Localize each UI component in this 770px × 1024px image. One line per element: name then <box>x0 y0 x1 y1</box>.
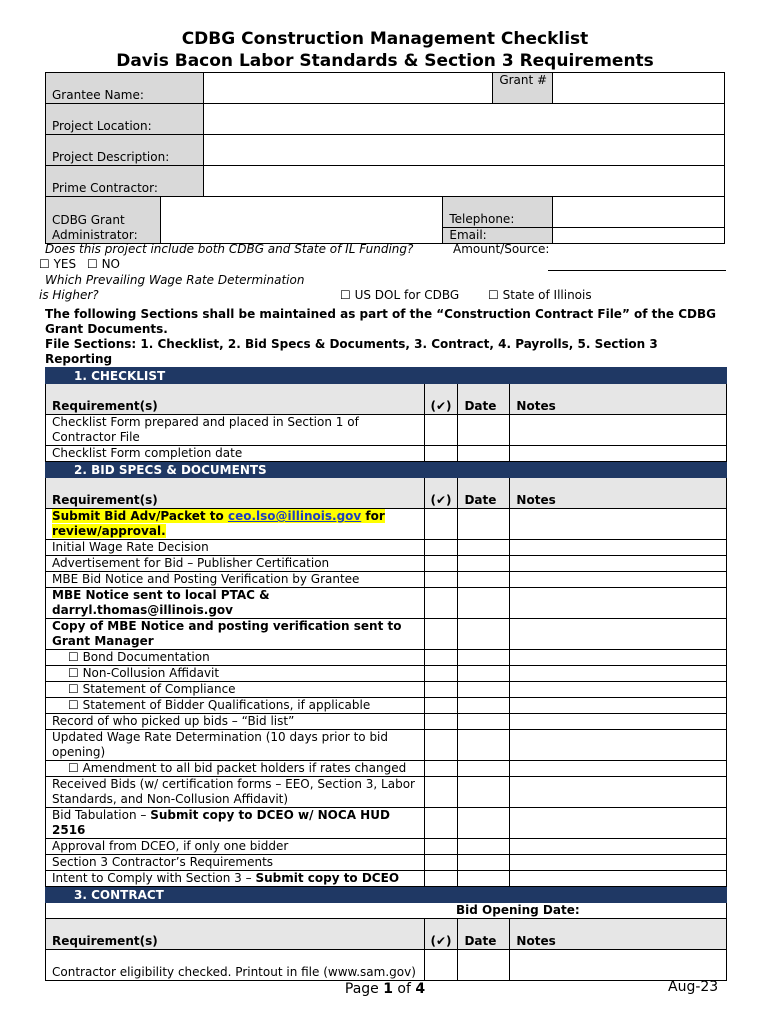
column-requirement: Requirement(s) <box>46 384 425 415</box>
prevailing-question-2: is Higher? <box>39 288 99 302</box>
date-cell[interactable] <box>458 714 510 730</box>
notes-cell[interactable] <box>510 808 727 839</box>
sub-item-row: ☐ Non-Collusion Affidavit <box>46 666 425 682</box>
date-cell[interactable] <box>458 698 510 714</box>
bid-tabulation-text: Bid Tabulation – <box>52 808 151 822</box>
table-row-label: Initial Wage Rate Decision <box>46 540 425 556</box>
notes-cell[interactable] <box>510 761 727 777</box>
us-dol-checkbox[interactable]: ☐ US DOL for CDBG <box>340 288 460 302</box>
notes-cell[interactable] <box>510 714 727 730</box>
submit-bid-post: for review/approval. <box>52 509 385 538</box>
check-cell[interactable] <box>424 415 458 446</box>
check-cell[interactable] <box>424 730 458 761</box>
notes-cell[interactable] <box>510 540 727 556</box>
check-cell[interactable] <box>424 509 458 540</box>
page-current: 1 <box>383 981 393 997</box>
date-cell[interactable] <box>458 950 510 981</box>
date-cell[interactable] <box>458 415 510 446</box>
column-date: Date <box>458 384 510 415</box>
column-notes: Notes <box>510 478 727 509</box>
checklist-table <box>45 367 727 981</box>
bid-tabulation-bold: Submit copy to DCEO w/ NOCA HUD 2516 <box>52 808 390 837</box>
submit-bid-pre: Submit Bid Adv/Packet to <box>52 509 228 523</box>
notes-cell[interactable] <box>510 950 727 981</box>
intro-text: The following Sections shall be maintained as part of the “Construction Contract File” of the CDBG Grant Documents. <box>45 307 717 336</box>
notes-cell[interactable] <box>510 730 727 761</box>
column-check: (✔) <box>424 919 458 950</box>
notes-cell[interactable] <box>510 572 727 588</box>
check-cell[interactable] <box>424 855 458 871</box>
page-pre: Page <box>344 981 384 997</box>
file-sections-text: File Sections: 1. Checklist, 2. Bid Specs & Documents, 3. Contract, 4. Payrolls, 5. Section 3 Reporting <box>45 337 658 366</box>
notes-cell[interactable] <box>510 509 727 540</box>
yes-checkbox[interactable]: ☐ YES <box>39 257 77 271</box>
funding-question: Does this project include both CDBG and State of IL Funding? <box>45 242 414 256</box>
check-cell[interactable] <box>424 871 458 887</box>
date-cell[interactable] <box>458 839 510 855</box>
check-cell[interactable] <box>424 588 458 619</box>
date-cell[interactable] <box>458 650 510 666</box>
column-date: Date <box>458 919 510 950</box>
amount-source-label: Amount/Source: <box>453 242 550 256</box>
email-label: Email: <box>443 228 553 244</box>
table-row-label: MBE Bid Notice and Posting Verification by Grantee <box>46 572 425 588</box>
sub-item-row: ☐ Amendment to all bid packet holders if rates changed <box>46 761 425 777</box>
date-cell[interactable] <box>458 682 510 698</box>
column-date: Date <box>458 478 510 509</box>
sub-item-row: ☐ Bond Documentation <box>46 650 425 666</box>
column-check: (✔) <box>424 478 458 509</box>
table-row-label: Checklist Form prepared and placed in Section 1 of Contractor File <box>46 415 425 446</box>
table-row-label: Advertisement for Bid – Publisher Certification <box>46 556 425 572</box>
check-cell[interactable] <box>424 619 458 650</box>
project-info-table <box>45 72 725 244</box>
page-total: 4 <box>415 981 426 997</box>
column-requirement: Requirement(s) <box>46 478 425 509</box>
notes-cell[interactable] <box>510 777 727 808</box>
date-cell[interactable] <box>458 871 510 887</box>
title-line-2: Davis Bacon Labor Standards & Section 3 Requirements <box>116 51 654 71</box>
intent-bold: Submit copy to DCEO <box>255 871 400 885</box>
check-cell[interactable] <box>424 572 458 588</box>
table-row-label: Approval from DCEO, if only one bidder <box>46 839 425 855</box>
project-description-label: Project Description: <box>46 135 204 166</box>
check-cell[interactable] <box>424 839 458 855</box>
notes-cell[interactable] <box>510 698 727 714</box>
date-cell[interactable] <box>458 808 510 839</box>
check-cell[interactable] <box>424 540 458 556</box>
telephone-label: Telephone: <box>443 197 553 228</box>
notes-cell[interactable] <box>510 839 727 855</box>
notes-cell[interactable] <box>510 556 727 572</box>
grantee-name-label: Grantee Name: <box>46 73 204 104</box>
date-cell[interactable] <box>458 666 510 682</box>
project-location-label: Project Location: <box>46 104 204 135</box>
check-cell[interactable] <box>424 950 458 981</box>
table-row-label: Checklist Form completion date <box>46 446 425 462</box>
bid-tabulation-row <box>46 808 425 839</box>
column-check: (✔) <box>424 384 458 415</box>
check-cell[interactable] <box>424 650 458 666</box>
bid-opening-date-label[interactable]: Bid Opening Date: <box>46 903 727 919</box>
table-row-label: Contractor eligibility checked. Printout in file (www.sam.gov) <box>46 950 425 981</box>
check-cell[interactable] <box>424 808 458 839</box>
copy-mbe-notice-row: Copy of MBE Notice and posting verification sent to Grant Manager <box>46 619 425 650</box>
date-cell[interactable] <box>458 730 510 761</box>
title-line-1: CDBG Construction Management Checklist <box>181 29 589 49</box>
no-checkbox[interactable]: ☐ NO <box>87 257 120 271</box>
notes-cell[interactable] <box>510 619 727 650</box>
grantee-name-field[interactable] <box>203 73 492 104</box>
date-cell[interactable] <box>458 777 510 808</box>
intent-text: Intent to Comply with Section 3 – <box>52 871 256 885</box>
state-illinois-checkbox[interactable]: ☐ State of Illinois <box>488 288 592 302</box>
ceo-lso-email-link[interactable]: ceo.lso@illinois.gov <box>227 509 362 523</box>
grant-number-field[interactable] <box>553 73 725 104</box>
grant-administrator-label: CDBG Grant Administrator: <box>46 197 161 244</box>
email-field[interactable] <box>553 228 725 244</box>
date-cell[interactable] <box>458 446 510 462</box>
table-row-label: Updated Wage Rate Determination (10 days prior to bid opening) <box>46 730 425 761</box>
grant-administrator-field[interactable] <box>160 197 442 244</box>
check-cell[interactable] <box>424 714 458 730</box>
date-cell[interactable] <box>458 509 510 540</box>
notes-cell[interactable] <box>510 415 727 446</box>
amount-source-line[interactable] <box>548 270 726 271</box>
notes-cell[interactable] <box>510 588 727 619</box>
telephone-field[interactable] <box>553 197 725 228</box>
date-cell[interactable] <box>458 619 510 650</box>
column-notes: Notes <box>510 919 727 950</box>
mbe-notice-row: MBE Notice sent to local PTAC & darryl.thomas@illinois.gov <box>46 588 425 619</box>
page-number <box>0 981 770 997</box>
date-cell[interactable] <box>458 572 510 588</box>
project-description-field[interactable] <box>203 135 724 166</box>
check-cell[interactable] <box>424 446 458 462</box>
date-cell[interactable] <box>458 588 510 619</box>
notes-cell[interactable] <box>510 666 727 682</box>
check-cell[interactable] <box>424 556 458 572</box>
section-2-header: 2. BID SPECS & DOCUMENTS <box>46 462 727 478</box>
date-cell[interactable] <box>458 556 510 572</box>
prime-contractor-label: Prime Contractor: <box>46 166 204 197</box>
notes-cell[interactable] <box>510 682 727 698</box>
section-1-header: 1. CHECKLIST <box>46 368 727 384</box>
date-cell[interactable] <box>458 855 510 871</box>
sub-item-row: ☐ Statement of Bidder Qualifications, if applicable <box>46 698 425 714</box>
check-cell[interactable] <box>424 761 458 777</box>
notes-cell[interactable] <box>510 855 727 871</box>
table-row-label: Record of who picked up bids – “Bid list” <box>46 714 425 730</box>
table-row-label: Received Bids (w/ certification forms – EEO, Section 3, Labor Standards, and Non-Collusion Affidavit) <box>46 777 425 808</box>
date-cell[interactable] <box>458 540 510 556</box>
check-cell[interactable] <box>424 666 458 682</box>
page-of: of <box>392 981 416 997</box>
intent-row <box>46 871 425 887</box>
notes-cell[interactable] <box>510 446 727 462</box>
section-3-header: 3. CONTRACT <box>46 887 727 903</box>
column-requirement: Requirement(s) <box>46 919 425 950</box>
sub-item-row: ☐ Statement of Compliance <box>46 682 425 698</box>
prime-contractor-field[interactable] <box>203 166 724 197</box>
grant-number-label: Grant # <box>493 73 553 104</box>
date-cell[interactable] <box>458 761 510 777</box>
table-row-label: Section 3 Contractor’s Requirements <box>46 855 425 871</box>
submit-bid-row <box>46 509 425 540</box>
notes-cell[interactable] <box>510 650 727 666</box>
notes-cell[interactable] <box>510 871 727 887</box>
prevailing-question-1: Which Prevailing Wage Rate Determination <box>45 273 305 287</box>
check-cell[interactable] <box>424 777 458 808</box>
footer-date: Aug-23 <box>668 979 719 995</box>
check-cell[interactable] <box>424 698 458 714</box>
check-cell[interactable] <box>424 682 458 698</box>
project-location-field[interactable] <box>203 104 724 135</box>
column-notes: Notes <box>510 384 727 415</box>
